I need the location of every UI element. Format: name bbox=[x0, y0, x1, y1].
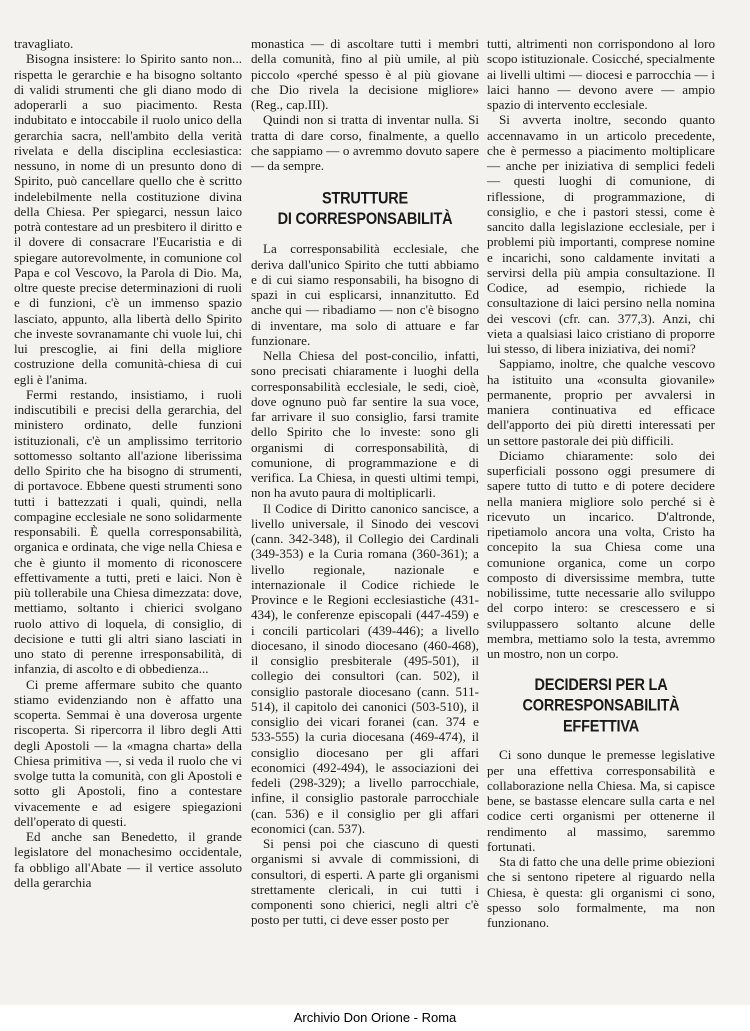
paragraph: tutti, altrimenti non corrispondono al loro scopo istituzionale. Cosicché, specialmente ai livelli ultimi — diocesi e parrocchia — i laici hanno — devono avere — ampio spazio di intervento ecclesiale. bbox=[487, 36, 715, 112]
section-heading-strutture bbox=[251, 189, 479, 230]
text-column-1 bbox=[14, 36, 242, 890]
text-column-2 bbox=[251, 36, 479, 928]
paragraph: Fermi restando, insistiamo, i ruoli indiscutibili e precisi della gerarchia, del ministero ordinato, delle funzioni istituzionali, c'è un amplissimo territorio sottomesso soltanto all'azione liberissima dello Spirito che ha bisogno di strumenti, di portavoce. Ebbene questi strumenti sono tutti i battezzati i quali, quindi, nella compagine ecclesiale ne sono solidarmente responsabili. È quella corresponsabilità, organica e ordinata, che vige nella Chiesa e che è giunto il momento di riconoscere effettivamente a tutti, preti e laici. Non è più tollerabile una Chiesa dimezzata: dove, mettiamo, soltanto i chierici svolgano ruolo attivo di loquela, di consiglio, di decisione e tutti gli altri siano lasciati in uno stato di perenne irresponsabilità, di infanzia, di ascolto e di obbedienza... bbox=[14, 386, 242, 677]
paragraph: Ci sono dunque le premesse legislative per una effettiva corresponsabilità e collaborazione nella Chiesa. Ma, si capisce bene, se bastasse elencare sulla carta e nel codice certi organismi per ottenerne il rendimento al massimo, saremmo fortunati. bbox=[487, 747, 715, 854]
archive-footer: Archivio Don Orione - Roma bbox=[0, 1005, 750, 1031]
paragraph: Si pensi poi che ciascuno di questi organismi si avvale di commissioni, di consultori, di esperti. A parte gli organismi strettamente clericali, in cui tutti i componenti sono chierici, negli altri c'è posto per tutti, ci deve esser posto per bbox=[251, 836, 479, 928]
paragraph: Bisogna insistere: lo Spirito santo non... rispetta le gerarchie e ha bisogno soltanto di validi strumenti che gli diano modo di adoperarli a suo piacimento. Resta indubitato e intoccabile il ruolo unico della gerarchia sacra, nell'ambito della verità rivelata e della disciplina ecclesiastica: nessuno, in nome di un presunto dono di Spirito, può cancellare quello che è scritto indelebilmente nella costituzione divina della Chiesa. Per spiegarci, nessun laico potrà contestare ad un presbitero il diritto e il dovere di consacrare l'Eucaristia e di spiegare autorevolmente, in comunione col Papa e col Vescovo, la Parola di Dio. Ma, oltre queste precise determinazioni di ruoli e di funzioni, c'è un immenso spazio lasciato, appunto, alla libertà dello Spirito che investe sovranamante chi vuole lui, chi lui prescoglie, ai fini della migliore costruzione della comunità-chiesa di cui egli è l'anima. bbox=[14, 51, 242, 387]
heading-line: STRUTTURE bbox=[321, 189, 408, 209]
paragraph: Nella Chiesa del post-concilio, infatti, sono precisati chiaramente i luoghi della corresponsabilità ecclesiale, le sedi, cioè, dove ognuno può far sentire la sua voce, far arrivare il suo consiglio, farsi tramite dello Spirito che lo investe: sono gli organismi di corresponsabilità, di comunione, di programmazione e di verifica. La Chiesa, in questi ultimi tempi, non ha avuto paura di moltiplicarli. bbox=[251, 348, 479, 501]
paragraph: monastica — di ascoltare tutti i membri della comunità, fino al più umile, al più piccolo «perché spesso è al più giovane che Dio rivela la decisione migliore» (Reg., cap.III). bbox=[251, 36, 479, 112]
heading-line: DI CORRESPONSABILITÀ bbox=[277, 210, 453, 229]
paragraph: travagliato. bbox=[14, 36, 74, 51]
paragraph: La corresponsabilità ecclesiale, che deriva dall'unico Spirito che tutti abbiamo e di cui siamo responsabili, ha bisogno di spazi in cui esplicarsi, innanzitutto. Ed anche qui — ribadiamo — non c'è bisogno di inventare, ma solo di attuare e far funzionare. bbox=[251, 241, 479, 348]
paragraph: Sta di fatto che una delle prime obiezioni che si sentono ripetere al riguardo nella Chiesa, è questa: gli organismi ci sono, spesso solo formalmente, ma non funzionano. bbox=[487, 854, 715, 930]
text-column-3 bbox=[487, 36, 715, 930]
paragraph: Diciamo chiaramente: solo dei superficiali possono oggi presumere di sapere tutto di tutto e di potere decidere nella maniera migliore solo perché si è ricevuto un incarico. D'altronde, ripetiamolo ancora una volta, Cristo ha concepito la sua Chiesa come una comunione organica, come un corpo composto di diversissime membra, tutte nobilissime, tutte necessarie allo sviluppo del corpo intero: se crescessero e si sviluppassero soltanto alcune delle membra, mettiamo solo la testa, avremmo un mostro, non un corpo. bbox=[487, 447, 715, 661]
paragraph: Ed anche san Benedetto, il grande legislatore del monachesimo occidentale, fa obbligo all'Abate — il vertice assoluto della gerarchia bbox=[14, 829, 242, 890]
heading-line: DECIDERSI PER LA bbox=[534, 676, 668, 695]
paragraph: Ci preme affermare subito che quanto stiamo evidenziando non è affatto una scoperta. Semmai è una doverosa urgente riscoperta. Si ripercorra il libro degli Atti degli Apostoli — la «magna charta» della Chiesa primitiva —, si veda il ruolo che vi svolge tutta la comunità, con gli Apostoli e sotto gli Apostoli, fino a contestare vivacemente e ad esigere spiegazioni dell'operato di questi. bbox=[14, 676, 242, 829]
heading-line: EFFETTIVA bbox=[562, 717, 640, 737]
paragraph: Quindi non si tratta di inventar nulla. Si tratta di dare corso, finalmente, a quello che sappiamo — o avremmo dovuto sapere — da sempre. bbox=[251, 112, 479, 173]
paragraph: Sappiamo, inoltre, che qualche vescovo ha istituito una «consulta giovanile» permanente, proprio per avvalersi in maniera continuativa ed efficace dell'apporto dei più diretti interessati per un settore pastorale dei più difficili. bbox=[487, 356, 715, 448]
heading-line: CORRESPONSABILITÀ bbox=[522, 697, 680, 716]
section-heading-decidersi bbox=[487, 675, 715, 737]
paragraph: Il Codice di Diritto canonico sancisce, a livello universale, il Sinodo dei vescovi (cann. 342-348), il Collegio dei Cardinali (349-353) e la Curia romana (360-361); a livello regionale, nazionale e internazionale il Codice richiede le Province e le Regioni ecclesiastiche (431-434), le conferenze episcopali (447-459) e i concili particolari (439-446); a livello diocesano, il sinodo diocesano (460-468), il consiglio presbiterale (495-501), il collegio dei consultori (can. 502), il consiglio pastorale diocesano (cann. 511-514), il capitolo dei canonici (503-510), il consiglio dei vicari foranei (can. 374 e 533-555) la curia diocesana (469-474), il consiglio diocesano per gli affari economici (492-494), le associazioni dei fedeli (298-329); a livello parrocchiale, infine, il consiglio pastorale parrocchiale (can. 536) e il consiglio per gli affari economici (can. 537). bbox=[251, 500, 479, 836]
paragraph: Si avverta inoltre, secondo quanto accennavamo in un articolo precedente, che è permesso a piacimento moltiplicare — anche per iniziativa di semplici fedeli — questi luoghi di comunione, di riflessione, di programmazione, di consiglio, e che i pastori stessi, come è sancito dalla legislazione ecclesiale, per i problemi più importanti, comprese nomine e incarichi, sono caldamente invitati a servirsi della più ampia consultazione. Il Codice, ad esempio, richiede la consultazione di laici persino nella nomina dei vescovi (cfr. can. 377,3). Anzi, chi vieta a qualsiasi laico cristiano di proporre lui stesso, di libera iniziativa, dei nomi? bbox=[487, 112, 715, 356]
